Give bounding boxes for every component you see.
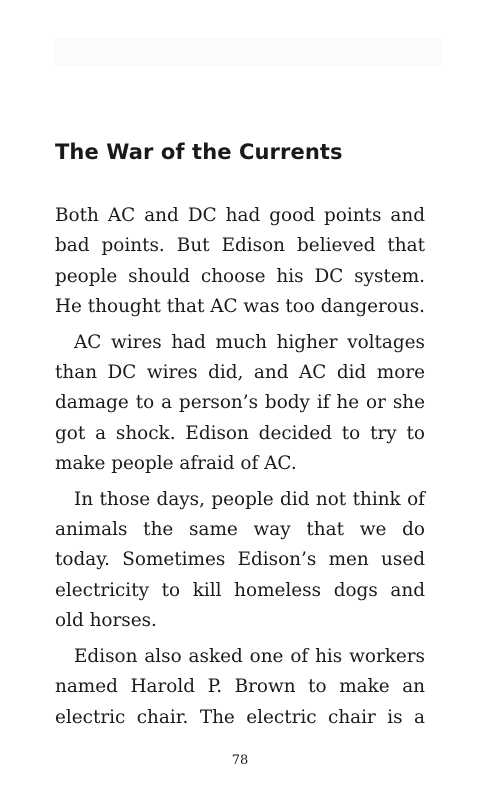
paragraph-3: In those days, people did not think of animals the same way that we do today. Sometimes Edison’s men used electricity to kill homeless dogs and old horses. [55,488,425,632]
chapter-heading: The War of the Currents [55,140,343,164]
paragraph-2: AC wires had much higher voltages than DC wires did, and AC did more damage to a person’s body if he or she got a shock. Edison decided to try to make people afraid of AC. [55,331,425,475]
paragraph-1: Both AC and DC had good points and bad points. But Edison believed that people should choose his DC system. He thought that AC was too dangerous. [55,205,426,318]
page-number: 78 [231,753,249,768]
body-text [55,201,425,738]
book-page [55,0,425,800]
paragraph-4: Edison also asked one of his workers named Harold P. Brown to make an electric chair. The electric chair is a [55,645,425,728]
